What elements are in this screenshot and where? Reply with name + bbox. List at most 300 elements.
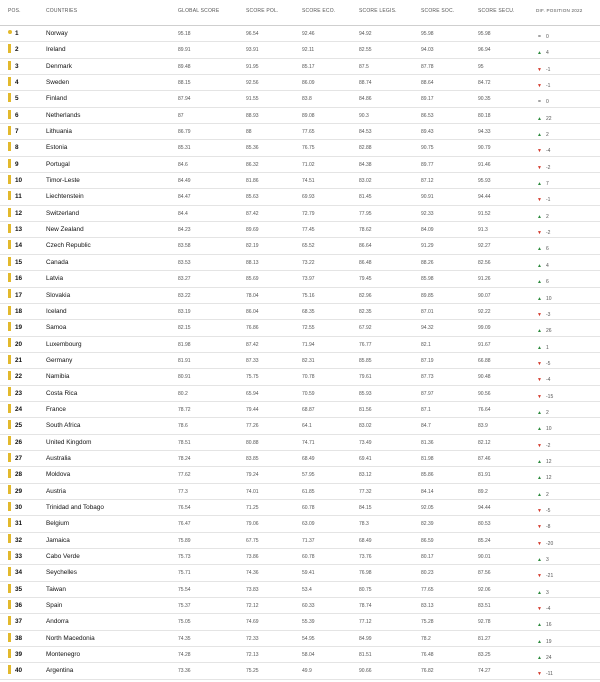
score-pol: 89.69	[246, 227, 259, 234]
score-secu: 80.18	[478, 112, 491, 119]
global-score: 84.6	[178, 161, 188, 168]
table-row[interactable]	[0, 435, 600, 451]
table-row[interactable]	[0, 369, 600, 385]
score-pol: 85.69	[246, 276, 259, 283]
score-soc: 84.7	[421, 423, 431, 430]
score-eco: 75.16	[302, 292, 315, 299]
score-secu: 92.06	[478, 586, 491, 593]
rank-bar-icon	[8, 616, 11, 625]
table-row[interactable]	[0, 402, 600, 418]
score-eco: 92.46	[302, 31, 315, 37]
score-soc: 85.98	[421, 276, 434, 283]
rank-cell	[8, 418, 38, 434]
score-eco: 57.95	[302, 472, 315, 479]
rank-number: 35	[15, 585, 23, 593]
rank-bar-icon	[8, 469, 11, 478]
score-secu: 92.27	[478, 243, 491, 250]
score-eco: 49.9	[302, 668, 312, 675]
table-row[interactable]	[0, 451, 600, 467]
rank-number: 13	[15, 226, 23, 234]
position-change-value: 24	[546, 655, 552, 662]
country-name: Samoa	[46, 324, 67, 332]
country-name: Andorra	[46, 618, 69, 626]
country-name: Spain	[46, 602, 63, 610]
score-eco: 71.02	[302, 161, 315, 168]
position-change-value: 6	[546, 279, 549, 286]
arrow-up-icon: ▲	[537, 295, 542, 302]
global-score: 73.36	[178, 668, 191, 675]
score-secu: 83.25	[478, 652, 491, 659]
rank-bar-icon	[8, 159, 11, 168]
global-score: 76.47	[178, 521, 191, 528]
table-row[interactable]	[0, 75, 600, 91]
score-eco: 72.55	[302, 325, 315, 332]
score-secu: 90.07	[478, 292, 491, 299]
rank-cell	[8, 206, 38, 222]
header-score-legis[interactable]: SCORE LEGIS.	[359, 8, 397, 14]
score-pol: 92.56	[246, 80, 259, 87]
score-soc: 89.77	[421, 161, 434, 168]
score-soc: 92.05	[421, 504, 434, 511]
position-change-value: 2	[546, 409, 549, 416]
score-secu: 90.56	[478, 390, 491, 397]
rank-number: 10	[15, 177, 23, 185]
table-body	[0, 26, 600, 680]
score-legis: 78.3	[359, 521, 369, 528]
rank-number: 34	[15, 569, 23, 577]
rank-bar-icon	[8, 584, 11, 593]
rank-cell	[8, 402, 38, 418]
table-row[interactable]	[0, 255, 600, 271]
country-name: Iceland	[46, 307, 67, 315]
score-secu: 95	[478, 63, 484, 70]
score-pol: 78.04	[246, 292, 259, 299]
score-secu: 82.12	[478, 439, 491, 446]
score-pol: 73.86	[246, 554, 259, 560]
score-soc: 89.43	[421, 129, 434, 136]
table-row[interactable]	[0, 26, 600, 42]
rank-bar-icon	[8, 387, 11, 396]
score-pol: 80.88	[246, 439, 259, 446]
table-row[interactable]	[0, 108, 600, 124]
score-legis: 79.61	[359, 374, 372, 381]
arrow-down-icon: ▼	[537, 442, 542, 449]
rank-cell	[8, 59, 38, 75]
header-score-soc[interactable]: SCORE SOC.	[421, 8, 455, 14]
country-name: Czech Republic	[46, 242, 91, 250]
score-secu: 81.91	[478, 472, 491, 479]
rank-cell	[8, 124, 38, 140]
rank-cell	[8, 337, 38, 353]
rank-bar-icon	[8, 77, 11, 86]
score-legis: 83.12	[359, 472, 372, 479]
table-row[interactable]	[0, 549, 600, 565]
score-soc: 77.65	[421, 586, 434, 593]
arrow-down-icon: ▼	[537, 164, 542, 171]
table-row[interactable]	[0, 565, 600, 581]
rank-bar-icon	[8, 436, 11, 445]
arrow-down-icon: ▼	[537, 311, 542, 318]
position-change-value: 26	[546, 328, 552, 335]
score-soc: 91.29	[421, 243, 434, 250]
rank-cell	[8, 91, 38, 107]
score-eco: 73.22	[302, 259, 315, 266]
score-eco: 92.11	[302, 47, 315, 54]
score-secu: 91.3	[478, 227, 488, 234]
global-score: 78.51	[178, 439, 191, 446]
score-soc: 90.75	[421, 145, 434, 152]
header-countries[interactable]: COUNTRIES	[46, 8, 78, 14]
rank-number: 3	[15, 62, 19, 70]
position-change-value: -11	[546, 671, 553, 678]
rank-cell	[8, 42, 38, 58]
table-row[interactable]	[0, 173, 600, 189]
rank-bar-icon	[8, 338, 11, 347]
score-legis: 84.99	[359, 635, 372, 642]
global-score: 75.73	[178, 554, 191, 560]
table-row[interactable]	[0, 222, 600, 238]
position-change-value: 7	[546, 181, 549, 188]
rank-cell	[8, 386, 38, 402]
score-secu: 92.22	[478, 308, 491, 315]
score-soc: 80.17	[421, 554, 434, 560]
score-legis: 90.3	[359, 112, 369, 119]
score-pol: 91.95	[246, 63, 259, 70]
table-row[interactable]	[0, 42, 600, 58]
position-change-value: 0	[546, 99, 549, 106]
position-change-value: -4	[546, 377, 551, 384]
global-score: 83.19	[178, 308, 191, 315]
score-pol: 83.85	[246, 455, 259, 462]
score-secu: 90.35	[478, 96, 491, 103]
score-eco: 58.04	[302, 652, 315, 659]
score-legis: 94.92	[359, 31, 372, 37]
table-row[interactable]	[0, 663, 600, 679]
country-name: Seychelles	[46, 569, 77, 577]
header-dif-position[interactable]: DIF. POSITION 2022	[536, 8, 583, 13]
table-row[interactable]	[0, 533, 600, 549]
score-eco: 61.85	[302, 488, 315, 495]
score-pol: 65.94	[246, 390, 259, 397]
rank-cell	[8, 108, 38, 124]
score-secu: 90.79	[478, 145, 491, 152]
score-pol: 77.26	[246, 423, 259, 430]
global-score: 74.35	[178, 635, 191, 642]
table-row[interactable]	[0, 598, 600, 614]
rank-cell	[8, 238, 38, 254]
global-score: 80.2	[178, 390, 188, 397]
header-score-secu[interactable]: SCORE SECU.	[478, 8, 515, 14]
score-pol: 72.12	[246, 603, 259, 610]
global-score: 78.24	[178, 455, 191, 462]
arrow-down-icon: ▼	[537, 377, 542, 384]
arrow-down-icon: ▼	[537, 148, 542, 155]
table-row[interactable]	[0, 206, 600, 222]
country-name: Germany	[46, 356, 73, 364]
score-pol: 81.86	[246, 178, 259, 185]
global-score: 77.3	[178, 488, 188, 495]
score-secu: 91.46	[478, 161, 491, 168]
country-name: South Africa	[46, 422, 81, 430]
score-secu: 95.93	[478, 178, 491, 185]
global-score: 84.4	[178, 210, 188, 217]
position-change-value: 4	[546, 262, 549, 269]
country-name: Lithuania	[46, 128, 72, 136]
score-pol: 91.55	[246, 96, 259, 103]
score-soc: 76.82	[421, 668, 434, 675]
score-legis: 87.5	[359, 63, 369, 70]
score-pol: 79.06	[246, 521, 259, 528]
score-pol: 88.13	[246, 259, 259, 266]
score-secu: 94.44	[478, 194, 491, 201]
score-secu: 87.46	[478, 455, 491, 462]
score-legis: 88.74	[359, 80, 372, 87]
arrow-up-icon: ▲	[537, 557, 542, 563]
rank-bar-icon	[8, 142, 11, 151]
rank-bar-icon	[8, 289, 11, 298]
score-soc: 82.39	[421, 521, 434, 528]
rank-number: 18	[15, 307, 23, 315]
score-legis: 67.92	[359, 325, 372, 332]
score-secu: 81.27	[478, 635, 491, 642]
score-soc: 84.09	[421, 227, 434, 234]
rank-cell	[8, 189, 38, 205]
rank-cell	[8, 565, 38, 581]
score-eco: 74.71	[302, 439, 315, 446]
table-row[interactable]	[0, 271, 600, 287]
score-eco: 60.33	[302, 603, 315, 610]
rank-bar-icon	[8, 665, 11, 674]
score-secu: 94.33	[478, 129, 491, 136]
table-row[interactable]	[0, 337, 600, 353]
global-score: 76.54	[178, 504, 191, 511]
score-eco: 65.52	[302, 243, 315, 250]
score-secu: 82.56	[478, 259, 491, 266]
score-secu: 83.9	[478, 423, 488, 430]
country-name: Cabo Verde	[46, 553, 80, 560]
score-pol: 85.63	[246, 194, 259, 201]
score-legis: 84.86	[359, 96, 372, 103]
table-row[interactable]	[0, 59, 600, 75]
score-soc: 81.36	[421, 439, 434, 446]
score-soc: 87.97	[421, 390, 434, 397]
table-row[interactable]	[0, 500, 600, 516]
country-name: Latvia	[46, 275, 64, 283]
score-legis: 84.38	[359, 161, 372, 168]
score-legis: 76.98	[359, 570, 372, 577]
table-row[interactable]	[0, 631, 600, 647]
score-eco: 73.97	[302, 276, 315, 283]
rank-bar-icon	[8, 453, 11, 462]
rank-number: 6	[15, 111, 19, 119]
rank-cell	[8, 451, 38, 467]
position-change-value: 19	[546, 638, 552, 645]
country-name: Finland	[46, 95, 67, 103]
global-score: 87.94	[178, 96, 191, 103]
rank-number: 37	[15, 618, 23, 626]
table-row[interactable]	[0, 582, 600, 598]
arrow-down-icon: ▼	[537, 360, 542, 367]
rank-bar-icon	[8, 44, 11, 53]
country-name: Estonia	[46, 144, 68, 152]
score-soc: 78.2	[421, 635, 431, 642]
score-pol: 86.04	[246, 308, 259, 315]
table-row[interactable]	[0, 353, 600, 369]
rank-cell	[8, 157, 38, 173]
position-change-value: 2	[546, 213, 549, 220]
score-legis: 90.66	[359, 668, 372, 675]
position-change-value: -1	[546, 197, 551, 204]
country-name: Jamaica	[46, 536, 70, 544]
score-pol: 73.83	[246, 586, 259, 593]
score-soc: 90.91	[421, 194, 434, 201]
score-pol: 74.69	[246, 619, 259, 626]
score-soc: 87.19	[421, 357, 434, 364]
rank-bar-icon	[8, 175, 11, 184]
score-legis: 76.77	[359, 341, 372, 348]
score-legis: 84.15	[359, 504, 372, 511]
score-soc: 87.78	[421, 63, 434, 70]
global-score: 84.49	[178, 178, 191, 185]
score-pol: 93.91	[246, 47, 259, 54]
rank-bar-icon	[8, 633, 11, 642]
position-change-value: -8	[546, 524, 551, 531]
position-change-value: 6	[546, 246, 549, 253]
score-eco: 71.94	[302, 341, 315, 348]
table-row[interactable]	[0, 386, 600, 402]
table-row[interactable]	[0, 238, 600, 254]
score-pol: 71.25	[246, 504, 259, 511]
rank-number: 5	[15, 95, 19, 103]
table-row[interactable]	[0, 304, 600, 320]
rank-number: 30	[15, 503, 23, 511]
global-score: 74.28	[178, 652, 191, 659]
score-soc: 89.17	[421, 96, 434, 103]
rank-cell	[8, 598, 38, 614]
rank-number: 17	[15, 291, 23, 299]
rank-bar-icon	[8, 600, 11, 609]
arrow-up-icon: ▲	[537, 50, 542, 57]
global-score: 75.05	[178, 619, 191, 626]
score-secu: 95.98	[478, 31, 491, 37]
rank-cell	[8, 369, 38, 385]
table-row[interactable]	[0, 320, 600, 336]
position-change	[536, 663, 600, 682]
table-row[interactable]	[0, 614, 600, 630]
score-eco: 83.8	[302, 96, 312, 103]
table-row[interactable]	[0, 189, 600, 205]
table-row[interactable]	[0, 467, 600, 483]
score-eco: 64.1	[302, 423, 312, 430]
rank-bar-icon	[8, 191, 11, 200]
score-legis: 68.49	[359, 537, 372, 544]
score-secu: 91.67	[478, 341, 491, 348]
equal-icon: =	[538, 99, 541, 106]
table-row[interactable]	[0, 91, 600, 107]
rank-bar-icon	[8, 30, 12, 34]
rank-bar-icon	[8, 240, 11, 249]
position-change-value: 1	[546, 344, 549, 351]
global-score: 84.23	[178, 227, 191, 234]
score-soc: 92.33	[421, 210, 434, 217]
arrow-up-icon: ▲	[537, 246, 542, 253]
score-legis: 78.62	[359, 227, 372, 234]
rank-number: 19	[15, 324, 23, 332]
score-soc: 87.73	[421, 374, 434, 381]
table-row[interactable]	[0, 516, 600, 532]
score-secu: 91.26	[478, 276, 491, 283]
score-eco: 68.49	[302, 455, 315, 462]
score-pol: 79.44	[246, 406, 259, 413]
header-score-pol[interactable]: SCORE POL.	[246, 8, 279, 14]
score-soc: 88.26	[421, 259, 434, 266]
country-name: Luxembourg	[46, 340, 82, 348]
rank-cell	[8, 173, 38, 189]
score-eco: 85.17	[302, 63, 315, 70]
rank-number: 12	[15, 209, 23, 217]
score-soc: 83.13	[421, 603, 434, 610]
rank-number: 32	[15, 536, 23, 544]
position-change-value: -1	[546, 83, 551, 90]
table-row[interactable]	[0, 140, 600, 156]
arrow-up-icon: ▲	[537, 115, 542, 122]
score-soc: 88.64	[421, 80, 434, 87]
table-row[interactable]	[0, 124, 600, 140]
global-score: 77.62	[178, 472, 191, 479]
header-score-eco[interactable]: SCORE ECO.	[302, 8, 336, 14]
table-row[interactable]	[0, 484, 600, 500]
score-eco: 89.08	[302, 112, 315, 119]
country-name: North Macedonia	[46, 634, 95, 642]
table-row[interactable]	[0, 647, 600, 663]
score-soc: 84.14	[421, 488, 434, 495]
arrow-down-icon: ▼	[537, 524, 542, 531]
score-pol: 96.54	[246, 31, 259, 37]
rank-cell	[8, 222, 38, 238]
table-row[interactable]	[0, 157, 600, 173]
header-global-score[interactable]: GLOBAL SCORE	[178, 8, 220, 14]
table-row[interactable]	[0, 288, 600, 304]
score-eco: 71.37	[302, 537, 315, 544]
score-pol: 75.25	[246, 668, 259, 675]
score-eco: 76.75	[302, 145, 315, 152]
global-score: 95.18	[178, 31, 191, 37]
rank-number: 7	[15, 128, 19, 136]
rank-number: 29	[15, 487, 23, 495]
score-soc: 86.53	[421, 112, 434, 119]
position-change-value: 2	[546, 132, 549, 139]
score-legis: 86.48	[359, 259, 372, 266]
arrow-up-icon: ▲	[537, 181, 542, 188]
country-name: Austria	[46, 487, 66, 495]
score-soc: 94.32	[421, 325, 434, 332]
score-soc: 94.03	[421, 47, 434, 54]
rank-bar-icon	[8, 93, 11, 102]
table-row[interactable]	[0, 418, 600, 434]
rank-cell	[8, 582, 38, 598]
country-name: Sweden	[46, 79, 70, 87]
rank-bar-icon	[8, 208, 11, 217]
header-position[interactable]: POS.	[8, 8, 21, 14]
rank-number: 8	[15, 144, 19, 152]
global-score: 80.91	[178, 374, 191, 381]
rank-number: 33	[15, 553, 23, 560]
rank-number: 1	[15, 30, 19, 37]
position-change-value: 22	[546, 115, 552, 122]
position-change-value: -20	[546, 540, 554, 547]
country-name: Switzerland	[46, 209, 80, 217]
global-score: 81.91	[178, 357, 191, 364]
